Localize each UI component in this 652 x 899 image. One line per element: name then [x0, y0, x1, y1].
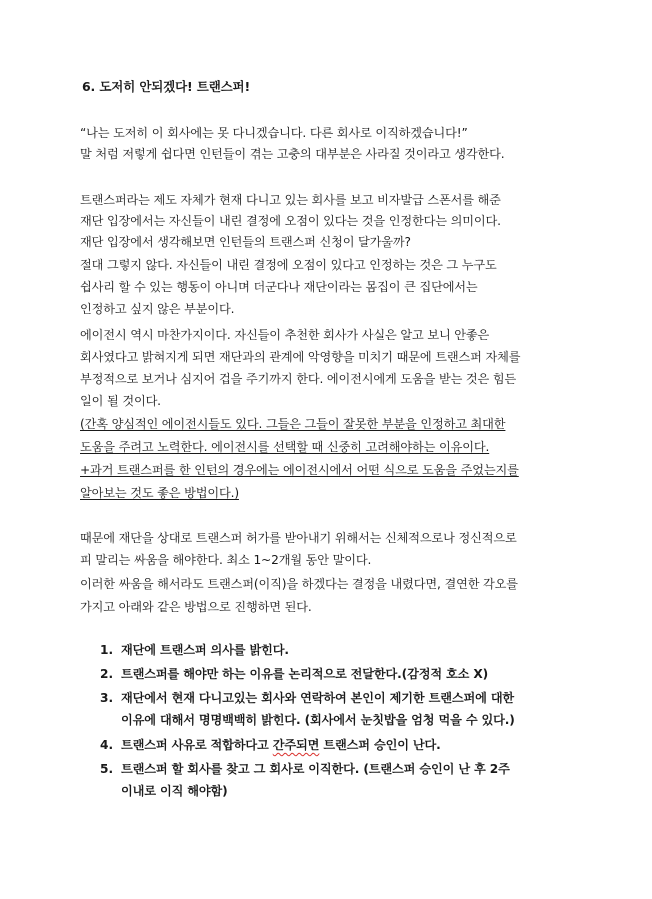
note-line: 도움을 주려고 노력한다. 에이전시를 선택할 때 신중히 고려해야하는 이유이다.: [80, 440, 490, 454]
note-line: (간혹 양심적인 에이전시들도 있다. 그들은 그들이 잘못한 부분을 인정하고 최대한: [80, 417, 506, 431]
note-line: 알아보는 것도 좋은 방법이다.): [80, 486, 239, 500]
paragraph-line: 쉽사리 할 수 있는 행동이 아니며 더군다나 재단이라는 몸집이 큰 집단에서는: [80, 280, 478, 294]
spellcheck-word: 간주되면: [272, 738, 320, 752]
paragraph-line: 이러한 싸움을 해서라도 트랜스퍼(이직)을 하겠다는 결정을 내렸다면, 결연한 각오를: [80, 577, 518, 591]
step-text: 트랜스퍼를 해야만 하는 이유를 논리적으로 전달한다.(감정적 호소 X): [121, 667, 489, 681]
paragraph-line: 가지고 아래와 같은 방법으로 진행하면 된다.: [80, 600, 312, 614]
step-text-part: 트랜스퍼 승인이 난다.: [319, 738, 441, 752]
paragraph-line: 말 처럼 저렇게 쉽다면 인턴들이 겪는 고충의 대부분은 사라질 것이라고 생각한다.: [80, 147, 505, 161]
paragraph-line: 부정적으로 보거나 심지어 겁을 주기까지 한다. 에이전시에게 도움을 받는 것은 힘든: [80, 372, 517, 386]
paragraph-line: 절대 그렇지 않다. 자신들이 내린 결정에 오점이 있다고 인정하는 것은 그 누구도: [80, 258, 497, 272]
step-text: [121, 737, 441, 753]
step-number: 2.: [100, 667, 114, 681]
step-text: 재단에 트랜스퍼 의사를 밝힌다.: [121, 643, 289, 657]
step-text: 재단에서 현재 다니고있는 회사와 연락하여 본인이 제기한 트랜스퍼에 대한: [121, 691, 515, 705]
step-text: 이유에 대해서 명명백백히 밝힌다. (회사에서 눈칫밥을 엄청 먹을 수 있다.): [121, 713, 515, 727]
step-text-part: 트랜스퍼 사유로 적합하다고: [121, 738, 273, 752]
quote-line: “나는 도저히 이 회사에는 못 다니겠습니다. 다른 회사로 이직하겠습니다!”: [80, 126, 468, 140]
paragraph-line: 회사였다고 밝혀지게 되면 재단과의 관계에 악영향을 미치기 때문에 트랜스퍼 자체를: [80, 350, 521, 364]
paragraph-line: 에이전시 역시 마찬가지이다. 자신들이 추천한 회사가 사실은 알고 보니 안좋은: [80, 328, 490, 342]
paragraph-line: 재단 입장에서는 자신들이 내린 결정에 오점이 있다는 것을 인정한다는 의미이다.: [80, 214, 501, 228]
paragraph-line: 재단 입장에서 생각해보면 인턴들의 트랜스퍼 신청이 달가울까?: [80, 235, 411, 249]
paragraph-line: 일이 될 것이다.: [80, 394, 161, 408]
step-text: 이내로 이직 해야함): [121, 784, 228, 798]
paragraph-line: 트랜스퍼라는 제도 자체가 현재 다니고 있는 회사를 보고 비자발급 스폰서를 해준: [80, 193, 501, 207]
paragraph-line: 피 말리는 싸움을 해야한다. 최소 1~2개월 동안 말이다.: [80, 553, 372, 567]
note-line: +과거 트랜스퍼를 한 인턴의 경우에는 에이전시에서 어떤 식으로 도움을 주었는지를: [80, 463, 519, 477]
paragraph-line: 인정하고 싶지 않은 부분이다.: [80, 302, 235, 316]
paragraph-line: 때문에 재단을 상대로 트랜스퍼 허가를 받아내기 위해서는 신체적으로나 정신적으로: [80, 531, 517, 545]
section-heading: 6. 도저히 안되겠다! 트랜스퍼!: [82, 79, 251, 94]
step-number: 5.: [100, 762, 114, 776]
step-text: 트랜스퍼 할 회사를 찾고 그 회사로 이직한다. (트랜스퍼 승인이 난 후 2주: [121, 762, 510, 776]
step-number: 3.: [100, 691, 114, 705]
step-number: 1.: [100, 643, 114, 657]
step-number: 4.: [100, 738, 114, 752]
